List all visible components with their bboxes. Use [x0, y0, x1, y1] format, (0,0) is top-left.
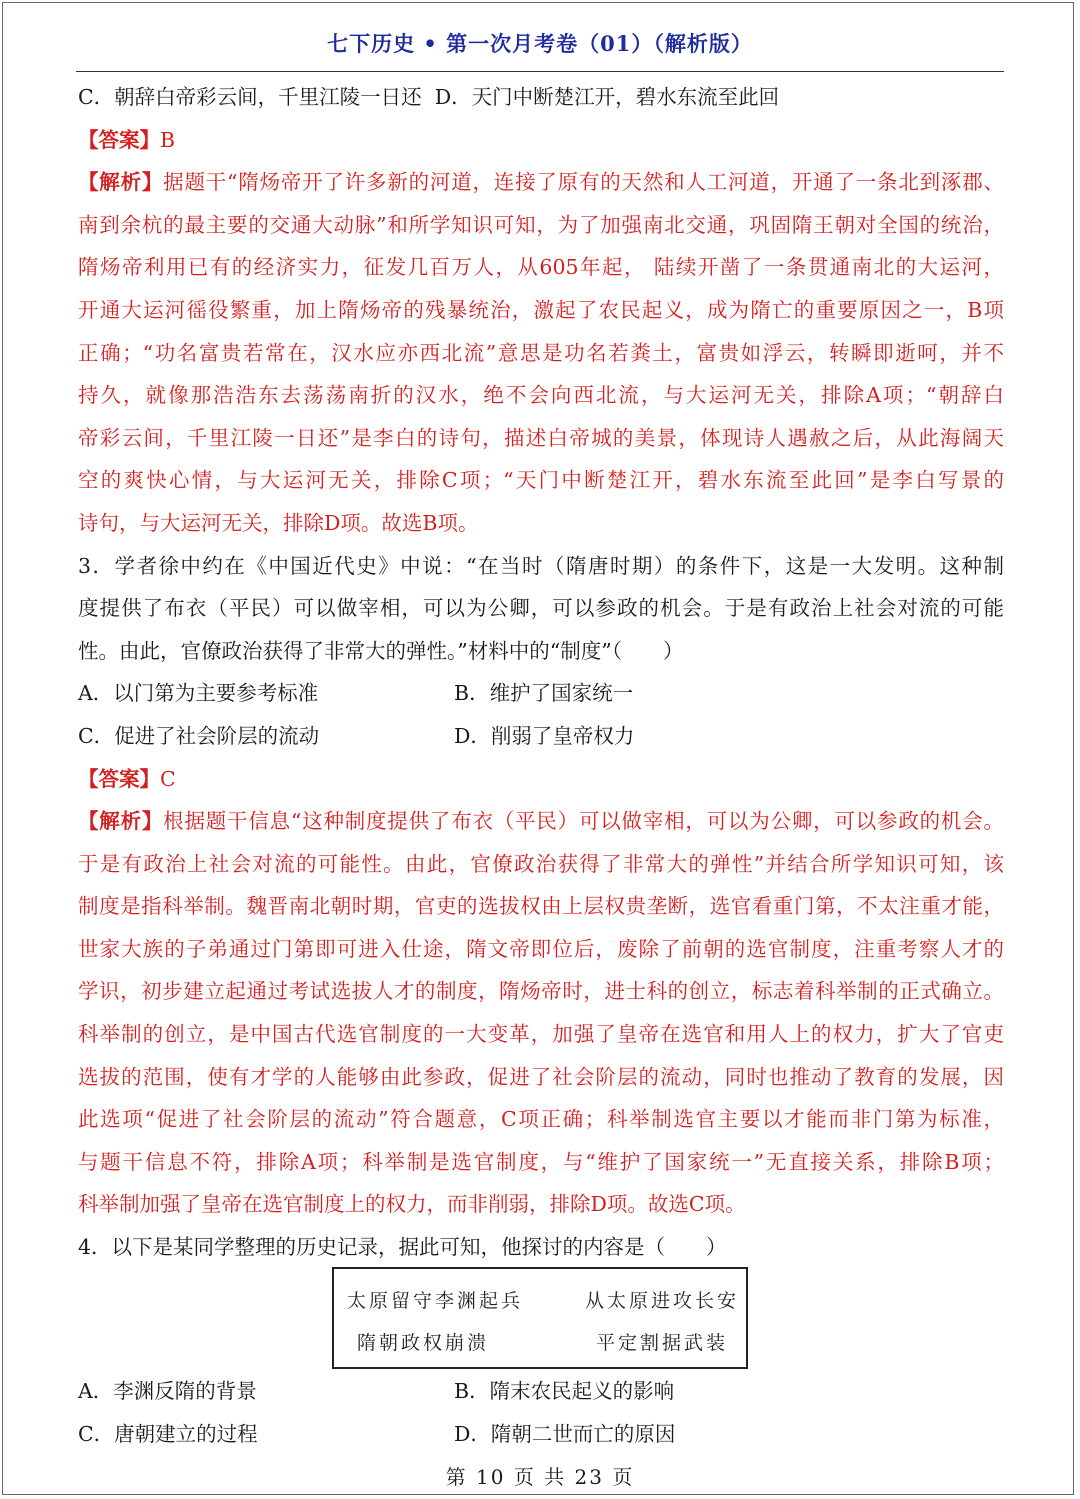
q2-analysis-line: 诗句，与大运河无关，排除D项。故选B项。 [78, 510, 479, 535]
q3-answer-tag: 【答案】 [78, 766, 160, 791]
q3-stem-line: 性。由此，官僚政治获得了非常大的弹性。”材料中的“制度”（ ） [78, 638, 684, 663]
q4-options [78, 1370, 1004, 1455]
q2-answer-tag: 【答案】 [78, 127, 160, 152]
q2-analysis-line: 持久，就像那浩浩东去荡荡南折的汉水，绝不会向西北流，与大运河无关，排除A项；“朝辞白 [78, 383, 1004, 408]
q4-option-b: B．隋末农民起义的影响 [454, 1379, 675, 1403]
q2-analysis-line: 开通大运河徭役繁重，加上隋炀帝的残暴统治，激起了农民起义，成为隋亡的重要原因之一，B项 [78, 297, 1004, 322]
q3-analysis-line: 制度是指科举制。魏晋南北朝时期，官吏的选拔权由上层权贵垄断，选官看重门第，不太注重才能， [78, 894, 1004, 919]
q4-option-d: D．隋朝二世而亡的原因 [454, 1421, 676, 1446]
q3-options-row [78, 715, 1004, 758]
q4-record: 从太原进攻长安 [585, 1290, 740, 1312]
q3-option-a: A．以门第为主要参考标准 [78, 681, 319, 706]
q4-record: 太原留守李渊起兵 [347, 1290, 524, 1312]
q3-analysis-line: 科举制加强了皇帝在选官制度上的权力，而非削弱，排除D项。故选C项。 [78, 1192, 746, 1217]
q4-records-box [332, 1267, 748, 1369]
q2-analysis-tag: 【解析】 [78, 170, 164, 195]
q3-analysis-line: 此选项“促进了社会阶层的流动”符合题意，C项正确；科举制选官主要以才能而非门第为标准， [78, 1107, 1004, 1132]
q2-analysis-line: 南到余杭的最主要的交通大动脉”和所学知识可知，为了加强南北交通，巩固隋王朝对全国的统治， [78, 212, 1004, 237]
q3-analysis-line: 学识，初步建立起通过考试选拔人才的制度，隋炀帝时，进士科的创立，标志着科举制的正式确立。 [78, 979, 1004, 1004]
q2-analysis-line: 帝彩云间，千里江陵一日还”是李白的诗句，描述白帝城的美景，体现诗人遇赦之后，从此海阔天 [78, 425, 1004, 450]
q2-options-cd: C．朝辞白帝彩云间，千里江陵一日还 D．天门中断楚江开，碧水东流至此回 [78, 85, 780, 109]
q4-options-row [78, 1413, 1004, 1456]
page-header-title: 七下历史 • 第一次月考卷（01）（解析版） [327, 31, 753, 56]
q3-analysis-line: 世家大族的子弟通过门第即可进入仕途，隋文帝即位后，废除了前朝的选官制度，注重考察人才的 [78, 936, 1004, 961]
q3-answer [78, 758, 1004, 801]
q2-analysis-line: 隋炀帝利用已有的经济实力，征发几百万人，从605年起， 陆续开凿了一条贯通南北的大运河， [78, 255, 1004, 280]
q2-analysis-line: 空的爽快心情，与大运河无关，排除C项；“天门中断楚江开，碧水东流至此回”是李白写景的 [78, 468, 1004, 493]
q3-analysis-line: 选拔的范围，使有才学的人能够由此参政，促进了社会阶层的流动，同时也推动了教育的发展，因 [78, 1064, 1004, 1089]
q2-answer [78, 119, 1004, 162]
q3-option-b: B．维护了国家统一 [454, 681, 634, 706]
q4-option-a: A．李渊反隋的背景 [78, 1379, 257, 1403]
q2-analysis-line: 正确；“功名富贵若常在，汉水应亦西北流”意思是功名若粪土，富贵如浮云，转瞬即逝呵，并不 [78, 340, 1004, 365]
q3-option-d: D．削弱了皇帝权力 [454, 723, 635, 748]
q3-analysis-line: 与题干信息不符，排除A项；科举制是选官制度，与“维护了国家统一”无直接关系，排除B项； [78, 1149, 1004, 1174]
q4-option-c: C．唐朝建立的过程 [78, 1421, 258, 1446]
q3-analysis-tag: 【解析】 [78, 809, 164, 834]
q2-answer-value: B [160, 127, 176, 152]
q3-stem-line: 3．学者徐中约在《中国近代史》中说：“在当时（隋唐时期）的条件下，这是一大发明。这种制 [78, 553, 1004, 578]
q4-options-row [78, 1370, 1004, 1413]
q3-options-row [78, 672, 1004, 715]
q3-answer-value: C [160, 766, 176, 791]
q4-record: 平定割据武装 [596, 1332, 729, 1354]
q3-option-c: C．促进了社会阶层的流动 [78, 723, 320, 748]
header-divider [76, 71, 1004, 72]
q2-analysis-line: 【解析】据题干“隋炀帝开了许多新的河道，连接了原有的天然和人工河道，开通了一条北到涿郡、 [78, 170, 1004, 195]
page-content [78, 76, 1004, 1269]
q4-record: 隋朝政权崩溃 [357, 1332, 490, 1354]
q4-stem: 4．以下是某同学整理的历史记录，据此可知，他探讨的内容是（ ） [78, 1235, 727, 1260]
q3-analysis-line: 于是有政治上社会对流的可能性。由此，官僚政治获得了非常大的弹性”并结合所学知识可知，该 [78, 851, 1004, 876]
q3-analysis-line: 【解析】根据题干信息“这种制度提供了布衣（平民）可以做宰相，可以为公卿，可以参政的机会。 [78, 809, 1004, 834]
page-footer-number: 第 10 页 共 23 页 [445, 1465, 635, 1489]
q3-stem-line: 度提供了布衣（平民）可以做宰相，可以为公卿，可以参政的机会。于是有政治上社会对流的可能 [78, 596, 1004, 621]
q3-analysis-line: 科举制的创立，是中国古代选官制度的一大变革，加强了皇帝在选官和用人上的权力，扩大了官吏 [78, 1022, 1004, 1047]
